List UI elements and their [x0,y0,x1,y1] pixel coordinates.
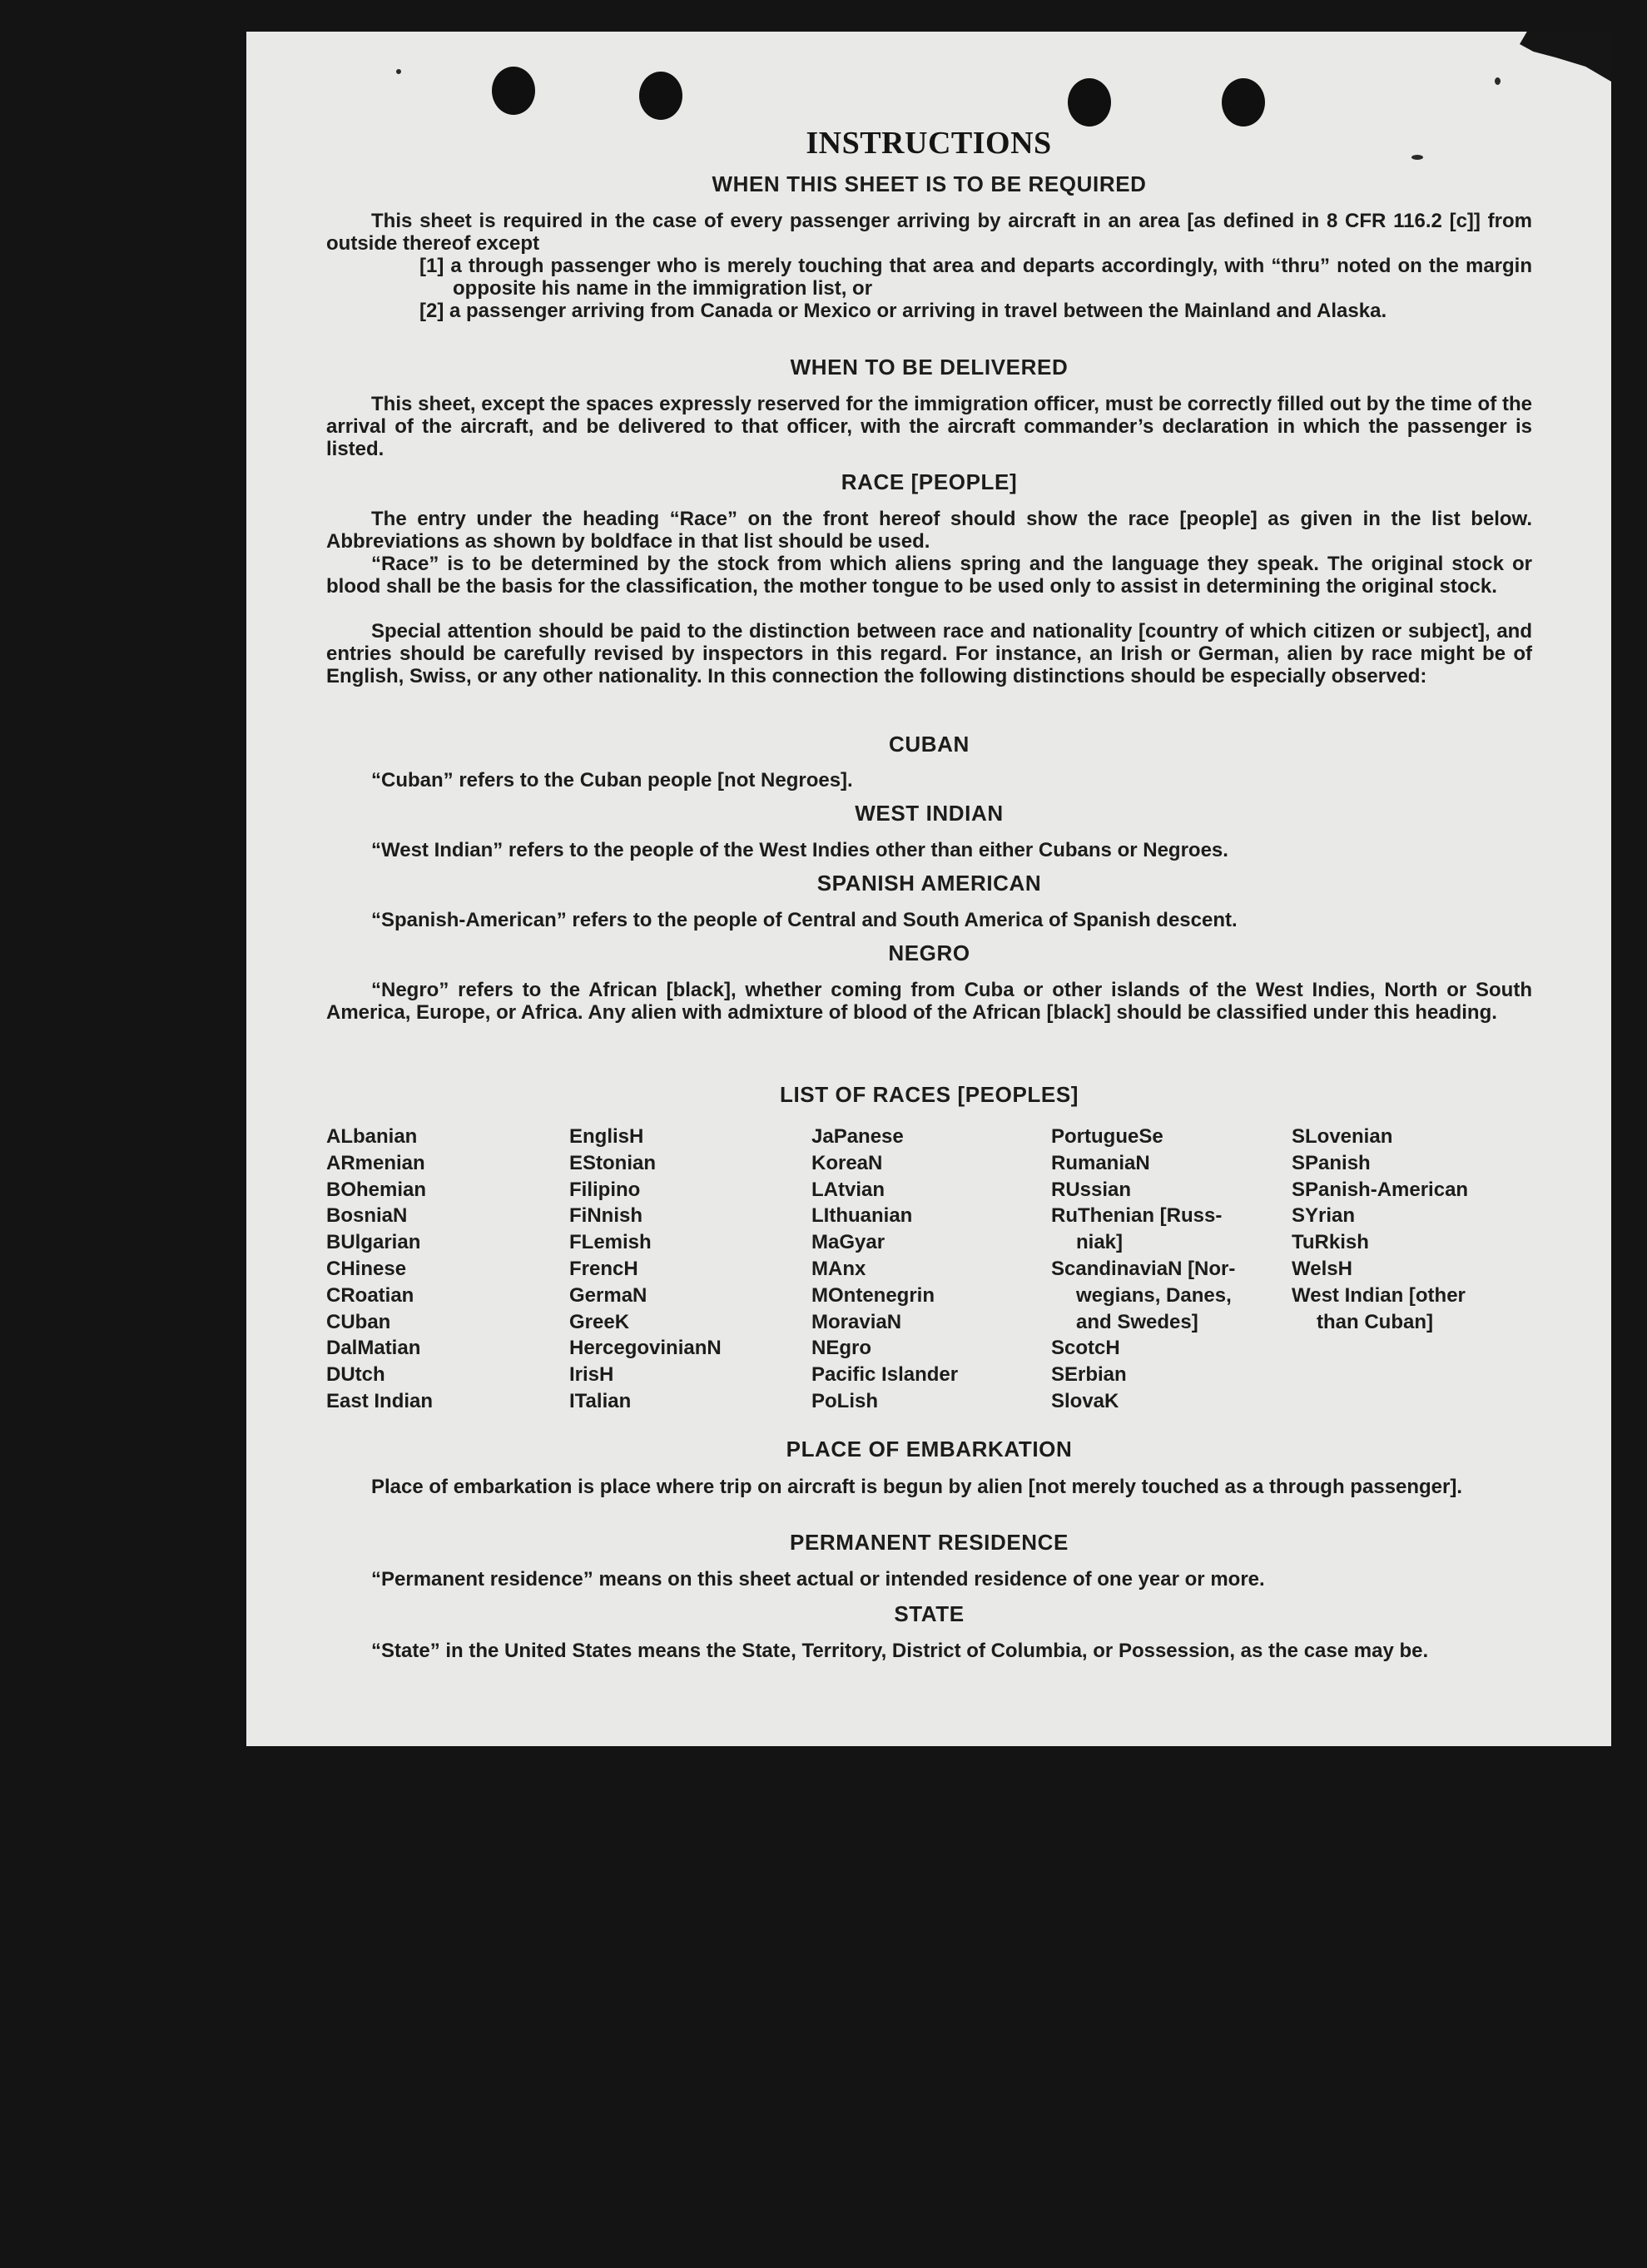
race-item: SErbian [1051,1363,1127,1387]
race-item: Pacific Islander [811,1363,959,1387]
race-item: BUlgarian [326,1231,421,1254]
races-column-4 [1051,1124,1292,1415]
speck [396,69,401,74]
race-item: RumaniaN [1051,1151,1150,1174]
race-item: East Indian [326,1389,434,1412]
race-item: Filipino [569,1178,641,1201]
heading-race: RACE [PEOPLE] [841,469,1018,494]
race-item: WelsH [1292,1257,1352,1280]
race-item: SlovaK [1051,1389,1119,1412]
race-item: BosniaN [326,1204,408,1228]
heading-embarkation: PLACE OF EMBARKATION [786,1437,1073,1462]
race-item: ARmenian [326,1151,425,1174]
race-item: ALbanian [326,1125,418,1148]
race-item: BOhemian [326,1178,427,1201]
race-item: MOntenegrin [811,1283,935,1307]
race-item: LIthuanian [811,1204,913,1228]
race-item: SPanish-American [1292,1178,1469,1201]
race-item: West Indian [other [1292,1283,1466,1307]
document-sheet [246,32,1611,1746]
spanish-american-text: “Spanish-American” refers to the people of Central and South America of Spanish descent. [371,909,1238,931]
embarkation-text: Place of embarkation is place where trip on aircraft is begun by alien [not merely touched as a through passenger]. [371,1476,1462,1498]
race-item: EnglisH [569,1125,644,1148]
race-item: HercegovinianN [569,1337,722,1360]
race-item: RuThenian [Russ- [1051,1204,1223,1228]
race-item: JaPanese [811,1125,904,1148]
negro-text: “Negro” refers to the African [black], whether coming from Cuba or other islands of the West Indies, North or South America, Europe, or Africa. Any alien with admixture of blood of the African [black] should be classified under this heading. [326,979,1532,1024]
races-column-2 [569,1124,811,1415]
state-text: “State” in the United States means the State, Territory, District of Columbia, or Possession, as the case may be. [371,1640,1429,1662]
punch-hole [639,72,682,120]
race-item: GermaN [569,1283,647,1307]
race-item: ScandinaviaN [Nor- [1051,1257,1236,1280]
race-item: RUssian [1051,1178,1132,1201]
punch-hole [1068,78,1111,127]
heading-delivered: WHEN TO BE DELIVERED [790,355,1069,380]
race-paragraph-2: “Race” is to be determined by the stock from which aliens spring and the language they speak. The original stock or blood shall be the basis for the classification, the mother tongue to be used only to assist in determining the original stock. [326,553,1532,598]
race-paragraph-1: The entry under the heading “Race” on the front hereof should show the race [people] as given in the list below. Abbreviations as shown by boldface in that list should be used. [326,508,1532,553]
residence-text: “Permanent residence” means on this sheet actual or intended residence of one year or more. [371,1568,1265,1591]
race-item: MAnx [811,1257,866,1280]
race-item: than Cuban] [1317,1310,1433,1333]
race-item: IrisH [569,1363,614,1387]
race-item: wegians, Danes, [1076,1283,1232,1307]
race-item: PoLish [811,1389,879,1412]
heading-residence: PERMANENT RESIDENCE [790,1530,1069,1555]
races-list [326,1124,1532,1415]
races-column-5 [1292,1124,1468,1415]
torn-corner [1520,32,1611,82]
race-item: CHinese [326,1257,407,1280]
races-column-3 [811,1124,1051,1415]
race-item: GreeK [569,1310,630,1333]
cuban-text: “Cuban” refers to the Cuban people [not Negroes]. [371,769,853,792]
west-indian-text: “West Indian” refers to the people of the West Indies other than either Cubans or Negroes. [371,839,1228,861]
race-item: FrencH [569,1257,638,1280]
heading-spanish-american: SPANISH AMERICAN [816,871,1042,896]
race-paragraph-3: Special attention should be paid to the distinction between race and nationality [country of which citizen or subject], and entries should be carefully revised by inspectors in this regard. For instance, an Irish or German, alien by race might be of English, Swiss, or any other nationality. In this connection the following distinctions should be especially observed: [326,620,1532,687]
race-item: FLemish [569,1231,652,1254]
race-item: niak] [1076,1231,1124,1254]
heading-cuban: CUBAN [889,732,970,757]
race-item: ScotcH [1051,1337,1120,1360]
race-item: EStonian [569,1151,657,1174]
punch-hole [1222,78,1265,127]
race-item: FiNnish [569,1204,642,1228]
punch-hole [492,67,535,115]
race-item: TuRkish [1292,1231,1369,1254]
heading-list-of-races: LIST OF RACES [PEOPLES] [779,1082,1079,1107]
race-item: LAtvian [811,1178,886,1201]
race-item: NEgro [811,1337,871,1360]
race-item: MaGyar [811,1231,886,1254]
required-item-2: [2] a passenger arriving from Canada or Mexico or arriving in travel between the Mainland and Alaska. [419,300,1387,322]
page-title: INSTRUCTIONS [806,126,1052,161]
heading-state: STATE [894,1601,965,1626]
heading-negro: NEGRO [888,940,970,965]
heading-required: WHEN THIS SHEET IS TO BE REQUIRED [712,171,1147,196]
race-item: PortugueSe [1051,1125,1163,1148]
delivered-text: This sheet, except the spaces expressly reserved for the immigration officer, must be correctly filled out by the time of the arrival of the aircraft, and be delivered to that officer, with the aircraft commander’s declaration in which the passenger is listed. [326,393,1532,460]
race-item: and Swedes] [1076,1310,1198,1333]
races-column-1 [326,1124,569,1415]
race-item: SPanish [1292,1151,1371,1174]
race-item: ITalian [569,1389,632,1412]
race-item: CRoatian [326,1283,414,1307]
race-item: SYrian [1292,1204,1356,1228]
speck [1495,77,1501,85]
race-item: DalMatian [326,1337,421,1360]
race-item: MoraviaN [811,1310,902,1333]
required-item-1: [1] a through passenger who is merely touching that area and departs accordingly, with “thru” noted on the margin opposite his name in the immigration list, or [419,255,1532,300]
race-item: CUban [326,1310,391,1333]
heading-west-indian: WEST INDIAN [855,801,1004,826]
race-item: DUtch [326,1363,385,1387]
race-item: SLovenian [1292,1125,1393,1148]
race-item: KoreaN [811,1151,883,1174]
required-intro: This sheet is required in the case of every passenger arriving by aircraft in an area [as defined in 8 CFR 116.2 [c]] from outside thereof except [326,210,1532,255]
